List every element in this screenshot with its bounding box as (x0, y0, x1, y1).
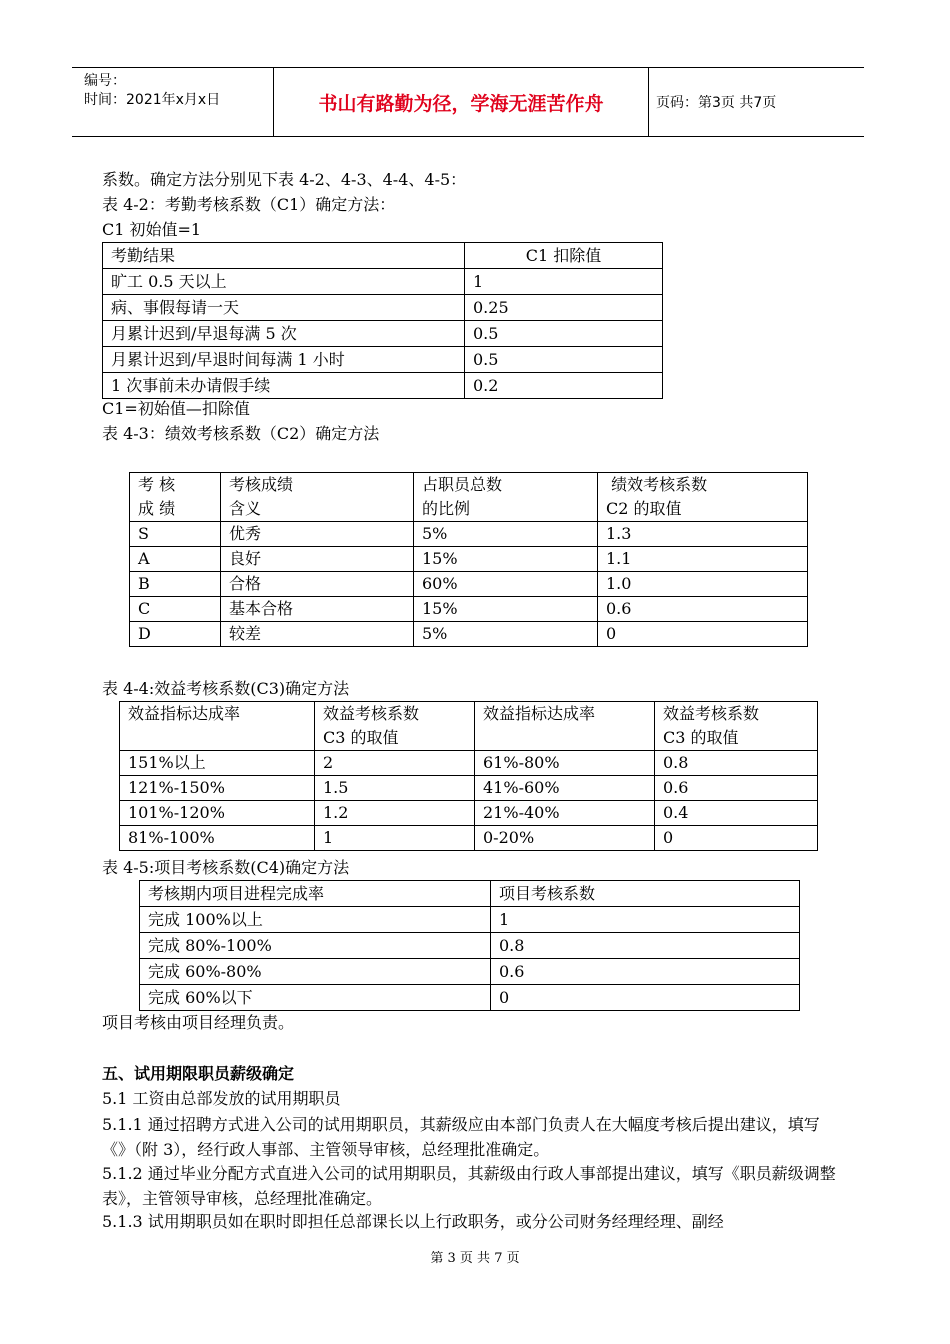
paragraph-5-1: 5.1 工资由总部发放的试用期职员 (102, 1089, 341, 1108)
table-cell: 完成 100%以上 (140, 907, 491, 933)
table-cell: 5% (414, 522, 598, 547)
section-heading: 五、试用期限职员薪级确定 (102, 1064, 295, 1083)
table-header-cell (475, 702, 655, 751)
header-text: 占职员总数 (422, 475, 503, 494)
table-c3 (119, 701, 818, 851)
table-cell: 0.6 (598, 597, 808, 622)
table-cell: 0.5 (465, 347, 663, 373)
paragraph-5-1-2: 5.1.2 通过毕业分配方式直进入公司的试用期职员，其薪级由行政人事部提出建议，填写《职员薪级调整表》，主管领导审核，总经理批准确定。 (102, 1164, 836, 1208)
table-header-cell: 考核期内项目进程完成率 (140, 881, 491, 907)
table-cell: 1 (491, 907, 800, 933)
table-row (103, 347, 663, 373)
c4-note: 项目考核由项目经理负责。 (102, 1013, 295, 1032)
table-cell: 0.4 (655, 801, 818, 826)
table-header-cell (414, 473, 598, 522)
table-cell: 15% (414, 597, 598, 622)
header-text: 效益考核系数 (663, 704, 760, 723)
intro-line-2: 表 4-2：考勤考核系数（C1）确定方法： (102, 195, 396, 214)
table-row (120, 776, 818, 801)
table-cell: 完成 60%以下 (140, 985, 491, 1011)
table-cell: 101%-120% (120, 801, 315, 826)
time-label: 时间：2021年x月x日 (84, 92, 221, 108)
table-row (120, 751, 818, 776)
header-text: 效益指标达成率 (128, 704, 241, 723)
number-label: 编号： (84, 73, 126, 89)
table-cell: B (130, 572, 221, 597)
table-cell: 优秀 (221, 522, 414, 547)
table-cell: S (130, 522, 221, 547)
table-cell: 81%-100% (120, 826, 315, 851)
table-row (130, 622, 808, 647)
table-cell: 5% (414, 622, 598, 647)
table-cell: 月累计迟到/早退时间每满 1 小时 (103, 347, 465, 373)
table-cell: 1.3 (598, 522, 808, 547)
header-text: 的比例 (422, 499, 471, 518)
table-header-row (130, 473, 808, 522)
table-cell: 1.1 (598, 547, 808, 572)
table-header-row (103, 243, 663, 269)
table-header-cell: 项目考核系数 (491, 881, 800, 907)
table-cell: 151%以上 (120, 751, 315, 776)
intro-line-1: 系数。确定方法分别见下表 4-2、4-3、4-4、4-5： (102, 170, 467, 189)
table-header-cell (315, 702, 475, 751)
table-cell: 2 (315, 751, 475, 776)
table-row (140, 907, 800, 933)
table-header-row (120, 702, 818, 751)
table-c4-title: 表 4-5:项目考核系数(C4)确定方法 (102, 858, 350, 877)
header-text: C3 的取值 (663, 728, 739, 747)
table-row (130, 547, 808, 572)
table-cell: 0.8 (491, 933, 800, 959)
table-header-row (140, 881, 800, 907)
table-cell: 0.6 (491, 959, 800, 985)
table-c2-title: 表 4-3：绩效考核系数（C2）确定方法 (102, 424, 380, 443)
table-cell: D (130, 622, 221, 647)
header-text: 成 绩 (138, 499, 176, 518)
table-cell: 较差 (221, 622, 414, 647)
table-cell: 月累计迟到/早退每满 5 次 (103, 321, 465, 347)
table-cell: 1.5 (315, 776, 475, 801)
table-cell: 0.8 (655, 751, 818, 776)
header-text: C3 的取值 (323, 728, 399, 747)
table-header-cell (120, 702, 315, 751)
table-row (103, 295, 663, 321)
table-cell: 1.2 (315, 801, 475, 826)
table-row (140, 985, 800, 1011)
table-row (103, 269, 663, 295)
header-page-label: 页码：第3页 共7页 (656, 95, 777, 111)
table-cell: 121%-150% (120, 776, 315, 801)
table-cell: 1 (465, 269, 663, 295)
paragraph-5-1-1: 5.1.1 通过招聘方式进入公司的试用期职员，其薪级应由本部门负责人在大幅度考核后提出建议，填写《》（附 3），经行政人事部、主管领导审核，总经理批准确定。 (102, 1115, 820, 1159)
header-text: 效益指标达成率 (483, 704, 596, 723)
table-c3-title: 表 4-4:效益考核系数(C3)确定方法 (102, 679, 350, 698)
table-cell: 1.0 (598, 572, 808, 597)
table-cell: 41%-60% (475, 776, 655, 801)
header-text: C2 的取值 (606, 499, 682, 518)
table-cell: 0.2 (465, 373, 663, 399)
table-cell: 0.5 (465, 321, 663, 347)
table-cell: 完成 60%-80% (140, 959, 491, 985)
table-cell: 60% (414, 572, 598, 597)
header-text: 效益考核系数 (323, 704, 420, 723)
header-text: 考 核 (138, 475, 176, 494)
table-header-cell (221, 473, 414, 522)
table-header-cell: 考勤结果 (103, 243, 465, 269)
table-cell: 0-20% (475, 826, 655, 851)
header-text: 考核成绩 (229, 475, 294, 494)
page-header (72, 67, 864, 137)
table-cell: 0.6 (655, 776, 818, 801)
table-row (130, 522, 808, 547)
table-header-cell (655, 702, 818, 751)
table-c2 (129, 472, 808, 647)
intro-line-3: C1 初始值=1 (102, 220, 202, 239)
table-cell: 1 (315, 826, 475, 851)
table-row (103, 373, 663, 399)
table-cell: 61%-80% (475, 751, 655, 776)
table-row (130, 572, 808, 597)
table-row (103, 321, 663, 347)
table-cell: 0 (655, 826, 818, 851)
table-cell: 完成 80%-100% (140, 933, 491, 959)
table-cell: 0.25 (465, 295, 663, 321)
table-row (130, 597, 808, 622)
table-header-cell: C1 扣除值 (465, 243, 663, 269)
table-cell: 21%-40% (475, 801, 655, 826)
header-meta (72, 68, 274, 136)
table-c1 (102, 242, 663, 399)
table-row (140, 959, 800, 985)
table-cell: A (130, 547, 221, 572)
table-cell: 基本合格 (221, 597, 414, 622)
table-header-cell (130, 473, 221, 522)
table-cell: C (130, 597, 221, 622)
table-cell: 15% (414, 547, 598, 572)
table-cell: 1 次事前未办请假手续 (103, 373, 465, 399)
table-header-cell (598, 473, 808, 522)
header-text: 含义 (229, 499, 262, 518)
table-cell: 良好 (221, 547, 414, 572)
table-row (140, 933, 800, 959)
table-cell: 病、事假每请一天 (103, 295, 465, 321)
table-cell: 0 (598, 622, 808, 647)
header-text: 绩效考核系数 (606, 475, 708, 494)
c1-formula: C1=初始值—扣除值 (102, 399, 250, 418)
table-cell: 0 (491, 985, 800, 1011)
table-cell: 合格 (221, 572, 414, 597)
table-row (120, 801, 818, 826)
table-c4 (139, 880, 800, 1011)
paragraph-5-1-3: 5.1.3 试用期职员如在职时即担任总部课长以上行政职务，或分公司财务经理经理、副经 (102, 1212, 724, 1231)
table-cell: 旷工 0.5 天以上 (103, 269, 465, 295)
table-row (120, 826, 818, 851)
header-motto: 书山有路勤为径，学海无涯苦作舟 (274, 68, 649, 136)
page-footer: 第 3 页 共 7 页 (430, 1251, 520, 1266)
